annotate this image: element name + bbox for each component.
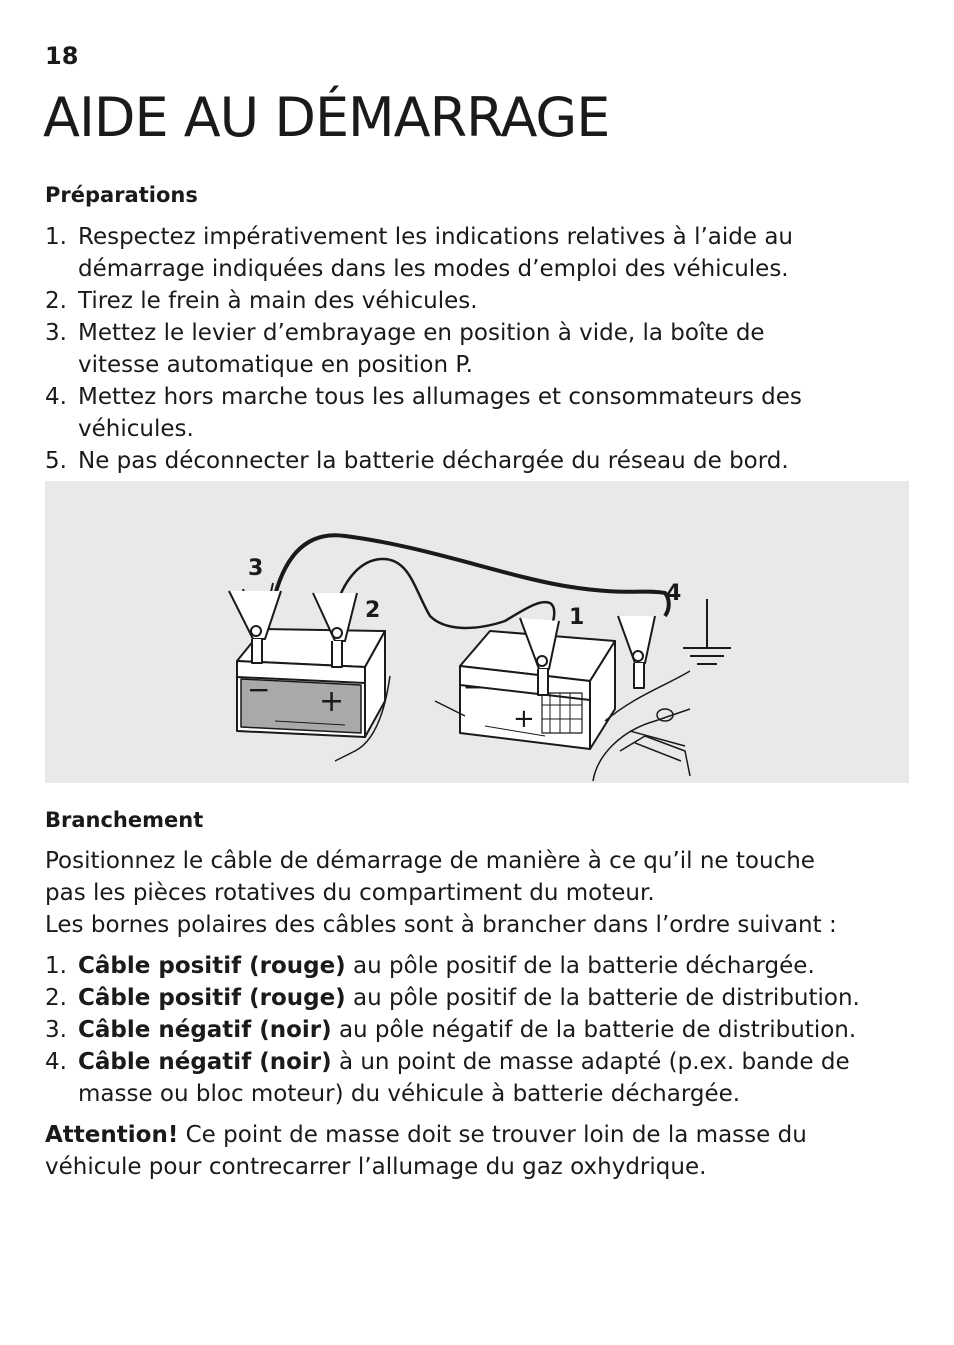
plus-sign: +: [319, 684, 345, 719]
branchement-order: Les bornes polaires des câbles sont à brancher dans l’ordre suivant :: [45, 912, 837, 938]
page-number: 18: [45, 42, 79, 70]
preparations-heading: Préparations: [45, 183, 198, 207]
list-item: 5. Ne pas déconnecter la batterie déchargée du réseau de bord.: [45, 448, 789, 474]
page-title: AIDE AU DÉMARRAGE: [43, 86, 610, 149]
preparations-list: [45, 221, 895, 477]
label-1: 1: [569, 605, 585, 630]
plus-sign-donor: +: [513, 704, 535, 734]
list-item: 3. Câble négatif (noir) au pôle négatif de la batterie de distribution.: [45, 1017, 857, 1043]
branchement-intro: Positionnez le câble de démarrage de manière à ce qu’il ne touche pas les pièces rotatives du compartiment du moteur.: [45, 848, 815, 906]
list-item: 1. Respectez impérativement les indications relatives à l’aide au démarrage indiquées dans les modes d’emploi des véhicules.: [45, 224, 794, 282]
attention-note: Attention! Ce point de masse doit se trouver loin de la masse du véhicule pour contrecarrer l’allumage du gaz oxhydrique.: [45, 1122, 807, 1180]
ground-symbol: [683, 599, 731, 664]
jump-start-diagram: [45, 481, 909, 783]
list-item: 3. Mettez le levier d’embrayage en position à vide, la boîte de vitesse automatique en position P.: [45, 320, 765, 378]
clamp-4: [618, 616, 655, 688]
attention-label: Attention!: [45, 1122, 179, 1148]
branchement-heading: Branchement: [45, 808, 204, 832]
list-item: 4. Mettez hors marche tous les allumages et consommateurs des véhicules.: [45, 384, 802, 442]
branchement-list: [45, 950, 895, 1110]
list-item: 2. Câble positif (rouge) au pôle positif de la batterie de distribution.: [45, 985, 860, 1011]
label-3: 3: [248, 556, 264, 581]
minus-sign: −: [247, 673, 271, 706]
list-item: 2. Tirez le frein à main des véhicules.: [45, 288, 478, 314]
label-4: 4: [666, 581, 682, 606]
list-item: 4. Câble négatif (noir) à un point de masse adapté (p.ex. bande de masse ou bloc moteur) du véhicule à batterie déchargée.: [45, 1049, 850, 1107]
list-item: 1. Câble positif (rouge) au pôle positif de la batterie déchargée.: [45, 953, 815, 979]
minus-sign-donor: −: [463, 673, 484, 701]
diagram-svg: [45, 481, 909, 783]
label-2: 2: [365, 598, 381, 623]
